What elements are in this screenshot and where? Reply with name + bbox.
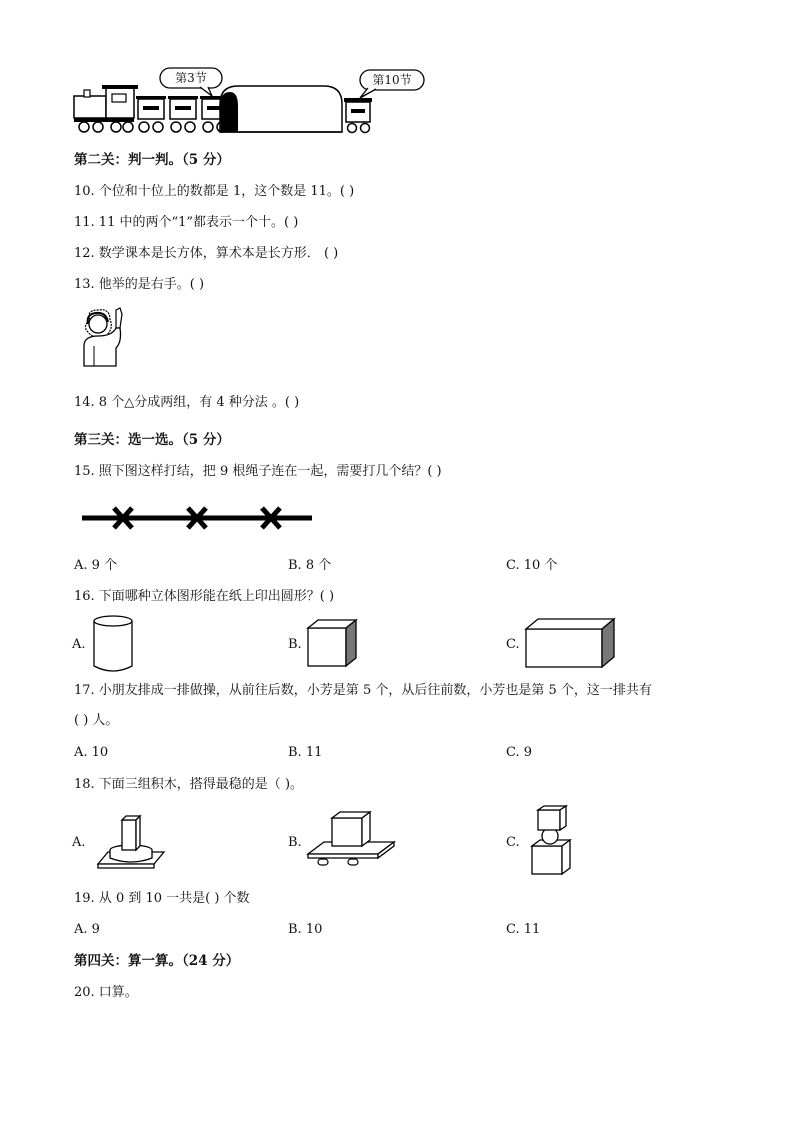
blocks-b-image	[306, 806, 396, 872]
child-raising-hand-image	[76, 306, 132, 370]
q17-option-b: B. 11	[288, 745, 323, 760]
cube-shape	[306, 618, 360, 670]
question-19: 19. 从 0 到 10 一共是( ) 个数	[74, 891, 250, 906]
question-11: 11. 11 中的两个“1”都表示一个十。( )	[74, 215, 299, 230]
q15-option-c: C. 10 个	[506, 558, 558, 573]
callout-car-3: 第3节	[175, 71, 207, 85]
q18-option-b: B.	[288, 835, 302, 850]
question-17-line-1: 17. 小朋友排成一排做操，从前往后数，小芳是第 5 个，从后往前数，小芳也是第 5 个，这一排共有	[74, 683, 652, 698]
q15-option-a: A. 9 个	[74, 558, 118, 573]
question-16: 16. 下面哪种立体图形能在纸上印出圆形？( )	[74, 589, 335, 604]
q16-option-a: A.	[72, 637, 86, 652]
q19-option-b: B. 10	[288, 922, 323, 937]
train-illustration	[70, 66, 440, 138]
question-13: 13. 他举的是右手。( )	[74, 277, 205, 292]
question-12: 12. 数学课本是长方体，算术本是长方形． ( )	[74, 246, 339, 261]
q19-option-a: A. 9	[74, 922, 100, 937]
q15-option-b: B. 8 个	[288, 558, 332, 573]
q17-option-c: C. 9	[506, 745, 533, 760]
q16-option-b: B.	[288, 637, 302, 652]
q18-option-c: C.	[506, 835, 520, 850]
q17-option-a: A. 10	[74, 745, 109, 760]
q19-option-c: C. 11	[506, 922, 541, 937]
section-3-heading: 第三关：选一选。（5 分）	[74, 432, 230, 448]
question-17-line-2: ( ) 人。	[74, 713, 119, 728]
cuboid-shape	[524, 617, 616, 669]
cylinder-shape	[92, 614, 136, 674]
section-4-heading: 第四关：算一算。（24 分）	[74, 953, 240, 969]
question-20: 20. 口算。	[74, 985, 138, 1000]
callout-car-10: 第10节	[372, 73, 412, 87]
question-18: 18. 下面三组积木，搭得最稳的是（ )。	[74, 777, 304, 792]
rope-knots-image	[80, 504, 316, 532]
question-10: 10. 个位和十位上的数都是 1，这个数是 11。( )	[74, 184, 355, 199]
blocks-a-image	[96, 812, 166, 872]
section-2-heading: 第二关：判一判。（5 分）	[74, 152, 230, 168]
question-15: 15. 照下图这样打结，把 9 根绳子连在一起，需要打几个结？( )	[74, 464, 442, 479]
blocks-c-image	[528, 804, 574, 876]
q18-option-a: A.	[72, 835, 86, 850]
q16-option-c: C.	[506, 637, 520, 652]
question-14: 14. 8 个△分成两组，有 4 种分法 。( )	[74, 395, 300, 410]
